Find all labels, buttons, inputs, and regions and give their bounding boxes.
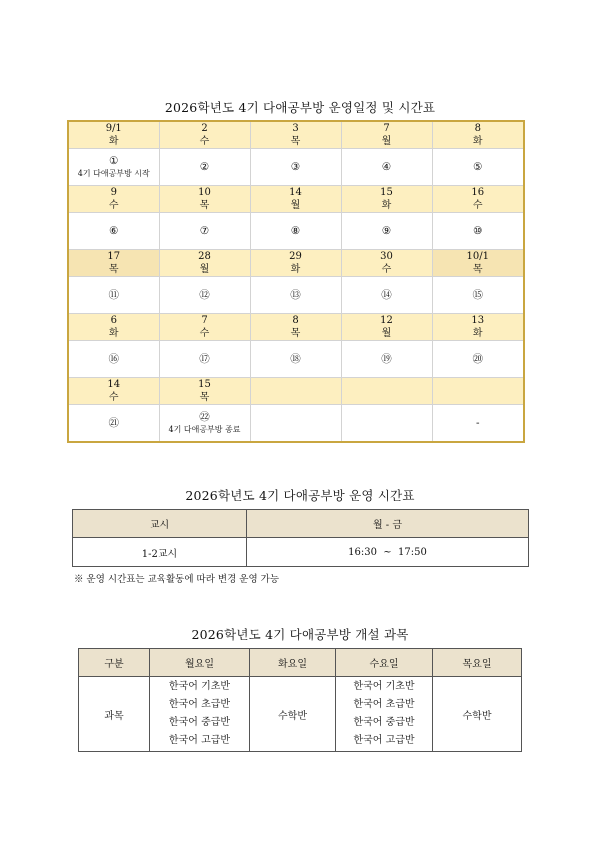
subjects-header-wednesday: 수요일 — [336, 649, 433, 677]
calendar-weekday: 월 — [381, 136, 392, 147]
calendar-session-cell — [68, 277, 159, 314]
session-number: ⑦ — [199, 224, 210, 237]
calendar-date: 28 — [198, 251, 211, 262]
calendar-date-row — [68, 250, 524, 277]
session-number: ㉒ — [199, 411, 210, 423]
calendar-date-cell — [68, 250, 159, 277]
calendar-session-row — [68, 341, 524, 378]
subjects-header-tuesday: 화요일 — [250, 649, 336, 677]
session-number: - — [475, 416, 480, 429]
calendar-date-cell — [432, 121, 524, 149]
session-number: ⑳ — [472, 352, 483, 365]
session-number: ⑬ — [290, 288, 301, 301]
calendar-date-cell — [68, 186, 159, 213]
subjects-table — [78, 648, 522, 752]
session-number: ⑯ — [108, 352, 119, 365]
session-number: ⑩ — [473, 224, 483, 237]
calendar-weekday: 목 — [290, 136, 301, 147]
calendar-session-cell — [250, 213, 341, 250]
calendar-date: 7 — [201, 315, 208, 326]
calendar-date: 2 — [201, 123, 208, 134]
calendar-session-cell — [68, 405, 159, 443]
calendar-weekday: 수 — [108, 392, 119, 403]
calendar-date: 14 — [107, 379, 121, 390]
subjects-title: 2026학년도 4기 다애공부방 개설 과목 — [191, 627, 409, 642]
subjects-wednesday-list — [336, 677, 433, 752]
calendar-date: 29 — [289, 251, 302, 262]
session-number: ⑲ — [381, 352, 392, 365]
session-number: ⑮ — [472, 288, 483, 301]
calendar-session-cell — [432, 149, 524, 186]
calendar-date-cell — [250, 314, 341, 341]
subject-item: 한국어 기초반 — [168, 681, 231, 692]
calendar-date-cell — [432, 378, 524, 405]
session-number: ㉑ — [108, 416, 119, 429]
calendar-session-row — [68, 277, 524, 314]
subject-item: 한국어 고급반 — [168, 735, 231, 746]
calendar-date: 15 — [198, 379, 211, 390]
calendar-date-cell — [250, 186, 341, 213]
hours-table — [72, 509, 529, 567]
calendar-date: 16 — [471, 187, 485, 198]
calendar-date: 10 — [198, 187, 211, 198]
calendar-session-cell — [341, 341, 432, 378]
calendar-session-cell — [159, 341, 250, 378]
calendar-date: 30 — [380, 251, 393, 262]
calendar-weekday: 화 — [290, 264, 301, 275]
subject-item: 한국어 초급반 — [168, 699, 231, 710]
calendar-weekday: 목 — [108, 264, 119, 275]
calendar-date-row — [68, 314, 524, 341]
schedule-calendar — [67, 120, 525, 443]
subject-item: 한국어 기초반 — [353, 681, 415, 692]
hours-period-cell: 1-2교시 — [73, 538, 247, 567]
hours-header-days: 월 - 금 — [247, 510, 529, 538]
calendar-date-cell — [341, 378, 432, 405]
session-number: ④ — [381, 160, 392, 173]
calendar-weekday: 수 — [199, 328, 210, 339]
calendar-session-row — [68, 405, 524, 443]
calendar-session-cell — [250, 405, 341, 443]
calendar-weekday: 월 — [381, 328, 392, 339]
calendar-date: 17 — [107, 251, 121, 262]
hours-title: 2026학년도 4기 다애공부방 운영 시간표 — [185, 488, 415, 503]
schedule-title: 2026학년도 4기 다애공부방 운영일정 및 시간표 — [164, 100, 436, 115]
calendar-date-cell — [432, 186, 524, 213]
subjects-header-category: 구분 — [79, 649, 150, 677]
subjects-monday-list — [150, 677, 250, 752]
calendar-date: 12 — [380, 315, 393, 326]
calendar-date: 9 — [110, 187, 117, 198]
session-note: 4기 다애공부방 종료 — [168, 425, 241, 434]
calendar-weekday: 목 — [290, 328, 301, 339]
calendar-session-cell — [68, 149, 159, 186]
calendar-weekday: 수 — [108, 200, 119, 211]
calendar-weekday: 목 — [199, 200, 210, 211]
calendar-date: 8 — [474, 123, 481, 134]
calendar-weekday: 월 — [290, 200, 301, 211]
calendar-date: 8 — [292, 315, 299, 326]
calendar-date-cell — [68, 314, 159, 341]
session-number: ⑭ — [381, 288, 392, 301]
subjects-header-monday: 월요일 — [150, 649, 250, 677]
calendar-date-cell — [159, 314, 250, 341]
calendar-session-cell — [159, 277, 250, 314]
subject-item: 한국어 중급반 — [353, 717, 415, 728]
calendar-session-cell — [68, 341, 159, 378]
calendar-date: 7 — [383, 123, 390, 134]
calendar-session-cell — [250, 341, 341, 378]
calendar-session-row — [68, 149, 524, 186]
calendar-session-cell — [341, 213, 432, 250]
calendar-date-cell — [159, 186, 250, 213]
calendar-date-cell — [341, 314, 432, 341]
calendar-session-cell — [159, 405, 250, 443]
calendar-weekday: 수 — [472, 200, 483, 211]
calendar-date-cell — [341, 121, 432, 149]
calendar-weekday: 화 — [108, 328, 119, 339]
subjects-thursday-cell: 수학반 — [433, 677, 522, 752]
calendar-session-cell — [341, 277, 432, 314]
session-number: ⑫ — [199, 288, 210, 301]
calendar-date-cell — [432, 250, 524, 277]
calendar-session-cell — [250, 149, 341, 186]
calendar-weekday: 화 — [381, 200, 392, 211]
calendar-date: 13 — [471, 315, 485, 326]
calendar-date-row — [68, 121, 524, 149]
calendar-date-cell — [68, 378, 159, 405]
session-number: ① — [109, 155, 119, 167]
calendar-session-cell — [432, 213, 524, 250]
calendar-date: 3 — [292, 123, 299, 134]
session-number: ⑱ — [290, 352, 301, 365]
calendar-date-row — [68, 186, 524, 213]
calendar-date: 9/1 — [105, 123, 122, 134]
subjects-header-thursday: 목요일 — [433, 649, 522, 677]
calendar-session-cell — [159, 213, 250, 250]
calendar-date-cell — [250, 250, 341, 277]
calendar-session-cell — [159, 149, 250, 186]
session-note: 4기 다애공부방 시작 — [77, 169, 150, 178]
calendar-date-cell — [159, 121, 250, 149]
calendar-date-cell — [341, 250, 432, 277]
calendar-date-row — [68, 378, 524, 405]
calendar-date-cell — [68, 121, 159, 149]
calendar-session-cell — [68, 213, 159, 250]
calendar-date: 15 — [380, 187, 393, 198]
calendar-session-cell — [432, 405, 524, 443]
calendar-date-cell — [432, 314, 524, 341]
subject-item: 한국어 고급반 — [353, 735, 415, 746]
calendar-session-cell — [250, 277, 341, 314]
calendar-date: 14 — [289, 187, 302, 198]
calendar-weekday: 화 — [108, 136, 119, 147]
session-number: ⑰ — [199, 352, 210, 365]
calendar-weekday: 월 — [199, 264, 210, 275]
session-number: ⑧ — [290, 224, 301, 237]
calendar-date: 6 — [110, 315, 117, 326]
calendar-date-cell — [341, 186, 432, 213]
hours-time-cell: 16:30 ~ 17:50 — [247, 538, 529, 567]
calendar-weekday: 목 — [199, 392, 210, 403]
calendar-weekday: 화 — [472, 328, 483, 339]
calendar-session-cell — [432, 277, 524, 314]
session-number: ⑨ — [381, 224, 392, 237]
calendar-date-cell — [159, 250, 250, 277]
hours-header-period: 교시 — [73, 510, 247, 538]
session-number: ⑥ — [109, 224, 119, 237]
session-number: ③ — [290, 160, 301, 173]
calendar-date-cell — [159, 378, 250, 405]
calendar-weekday: 수 — [381, 264, 392, 275]
calendar-session-cell — [341, 405, 432, 443]
calendar-date-cell — [250, 378, 341, 405]
session-number: ⑪ — [108, 288, 119, 301]
subjects-row-label: 과목 — [79, 677, 150, 752]
session-number: ② — [199, 160, 210, 173]
session-number: ⑤ — [473, 160, 483, 173]
subject-item: 한국어 중급반 — [168, 717, 231, 728]
subjects-tuesday-cell: 수학반 — [250, 677, 336, 752]
calendar-session-cell — [341, 149, 432, 186]
subject-item: 한국어 초급반 — [353, 699, 415, 710]
calendar-weekday: 화 — [472, 136, 483, 147]
calendar-date: 10/1 — [466, 251, 489, 262]
calendar-session-row — [68, 213, 524, 250]
hours-footnote: ※ 운영 시간표는 교육활동에 따라 변경 운영 가능 — [74, 574, 280, 585]
calendar-weekday: 목 — [472, 264, 483, 275]
calendar-session-cell — [432, 341, 524, 378]
calendar-date-cell — [250, 121, 341, 149]
calendar-weekday: 수 — [199, 136, 210, 147]
